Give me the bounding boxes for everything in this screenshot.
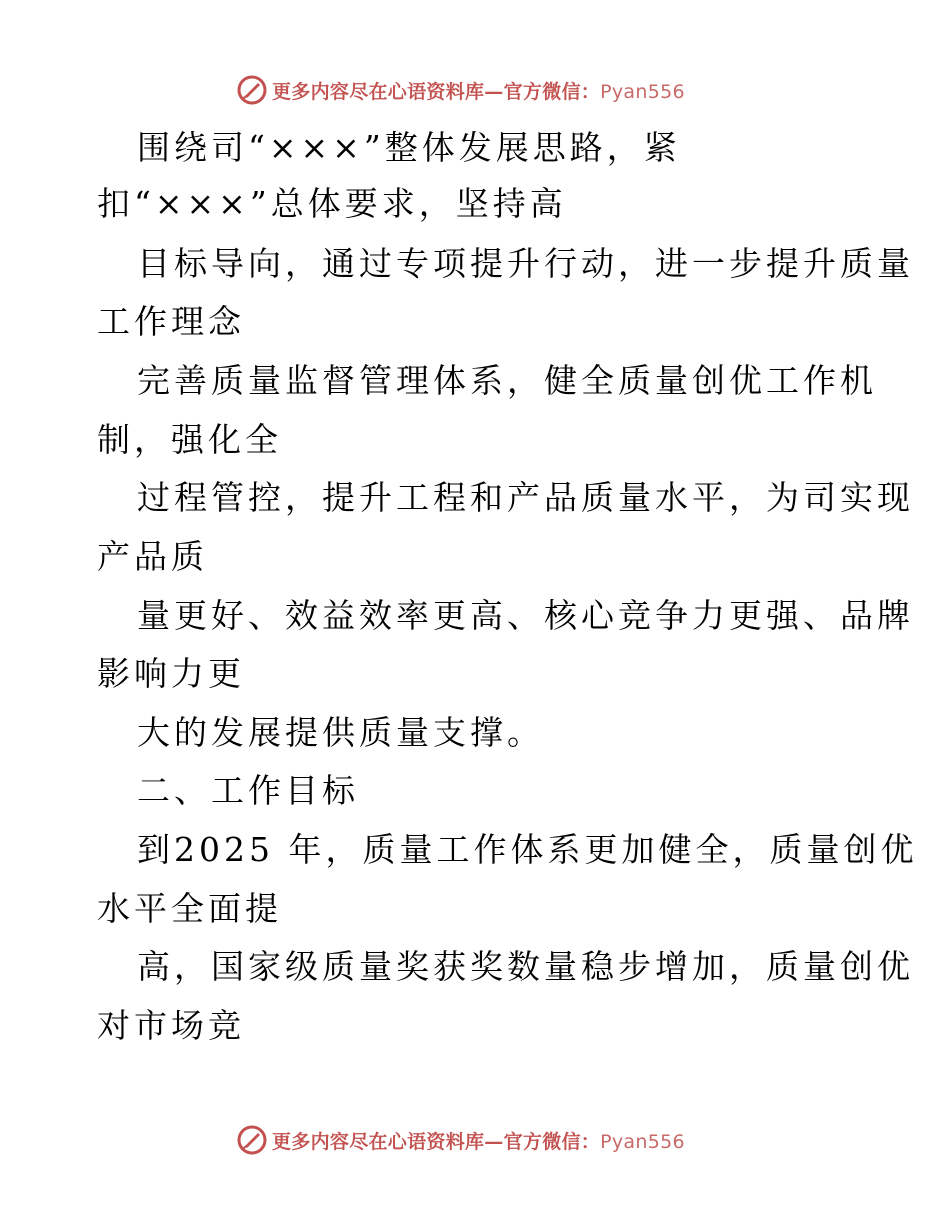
header-watermark	[236, 72, 685, 108]
paragraph-line: 完善质量监督管理体系，健全质量创优工作机	[137, 361, 877, 400]
paragraph-line: 制，强化全	[97, 420, 282, 459]
paragraph-line: 工作理念	[97, 302, 245, 341]
quill-pen-logo-icon	[236, 74, 268, 106]
wechat-id: Pyan556	[600, 80, 685, 103]
paragraph-line: 到2025 年，质量工作体系更加健全，质量创优	[137, 830, 918, 869]
paragraph-line: 高，国家级质量奖获奖数量稳步增加，质量创优	[137, 947, 914, 986]
paragraph-line: 水平全面提	[97, 889, 282, 928]
quill-pen-logo-icon	[236, 1124, 268, 1156]
paragraph-line: 量更好、效益效率更高、核心竞争力更强、品牌	[137, 596, 914, 635]
paragraph-line: 目标导向，通过专项提升行动，进一步提升质量	[137, 244, 914, 283]
paragraph-line: 影响力更	[97, 654, 245, 693]
footer-watermark	[236, 1122, 685, 1158]
paragraph-line: 对市场竞	[97, 1006, 245, 1045]
wechat-id: Pyan556	[600, 1130, 685, 1153]
paragraph-line: 产品质	[97, 537, 208, 576]
paragraph-line: 大的发展提供质量支撑。	[137, 713, 544, 752]
paragraph-line: 围绕司“×××”整体发展思路，紧	[137, 128, 681, 167]
section-heading: 二、工作目标	[137, 771, 359, 810]
watermark-text: 更多内容尽在心语资料库—官方微信：	[272, 80, 601, 103]
paragraph-line: 过程管控，提升工程和产品质量水平，为司实现	[137, 478, 914, 517]
paragraph-line: 扣“×××”总体要求，坚持高	[97, 184, 567, 223]
watermark-text: 更多内容尽在心语资料库—官方微信：	[272, 1130, 601, 1153]
